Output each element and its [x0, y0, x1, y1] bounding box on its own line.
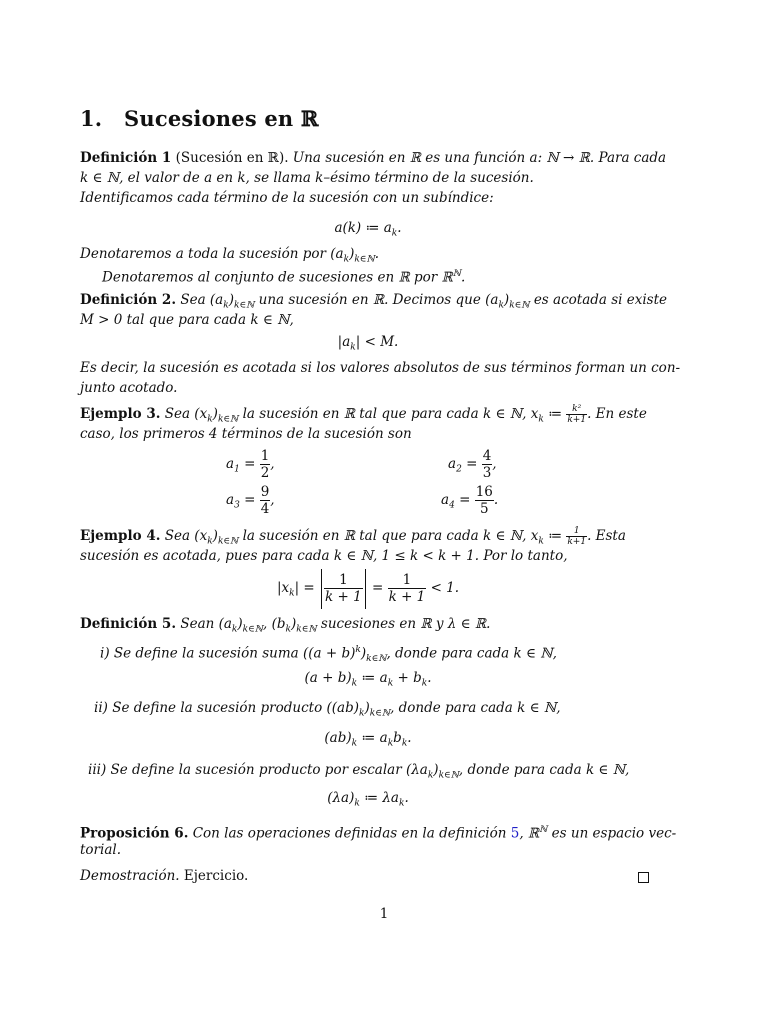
def1-line2: k ∈ ℕ, el valor de a en k, se llama k–ésimo término de la sucesión. — [80, 170, 534, 186]
prop6-line2: torial. — [80, 842, 121, 858]
qed-square-icon — [638, 872, 649, 883]
def5-item-iii: iii) Se define la sucesión producto por escalar $(\lambda a_k)_{k\in ℕ}$, donde para cada k ∈ ℕ, — [88, 762, 630, 781]
def5-item-ii-equation: $(ab)_k$ ≔ $a_kb_k$. — [324, 730, 412, 749]
ej3-line2: caso, los primeros 4 términos de la sucesión son — [80, 426, 412, 442]
def5-line1: Definición 5. Sean $(a_k)_{k\in ℕ}$, $(b_k)_{k\in ℕ}$ sucesiones en ℝ y λ ∈ ℝ. — [80, 616, 491, 635]
ej3-term-a4: $a_4$ = $\frac{16}{5}$ . — [441, 484, 499, 517]
def2-equation: $|a_k| < M$. — [337, 334, 399, 353]
def5-item-i-equation: $(a + b)_k$ ≔ $a_k + b_k$. — [304, 670, 432, 689]
ej3-term-a1: $a_1$ = $\frac{1}{2}$ , — [226, 448, 275, 481]
ej3-term-a2: $a_2$ = $\frac{4}{3}$ , — [448, 448, 497, 481]
def1-equation: a(k) ≔ $a_k$. — [334, 220, 402, 239]
ej4-line2: sucesión es acotada, pues para cada k ∈ ℕ, 1 ≤ k < k + 1. Por lo tanto, — [80, 548, 568, 564]
prop6-line1: Proposición 6. Con las operaciones definidas en la definición 5, ℝ$^ℕ$ es un espacio vec- — [80, 825, 677, 842]
ej4-line1: Ejemplo 4. Sea $(x_k)_{k\in ℕ}$ la sucesión en ℝ tal que para cada k ∈ ℕ, $x_k$ ≔ $\frac{1}{k+1}$ . Esta — [80, 526, 626, 547]
def5-item-i: i) Se define la sucesión suma $((a + b)^k)_{k\in ℕ}$, donde para cada k ∈ ℕ, — [100, 645, 557, 665]
definition-link[interactable]: 5 — [510, 825, 520, 842]
def1-line5: Denotaremos al conjunto de sucesiones en ℝ por ℝ$^ℕ$. — [102, 269, 466, 286]
def1-line4: Denotaremos a toda la sucesión por $(a_k)_{k\in ℕ}$. — [80, 246, 379, 265]
ej4-equation: $|x_k|$ = $\frac{1}{k + 1}$ = $\frac{1}{k + 1}$ < 1. — [80, 568, 656, 608]
section-heading: 1. Sucesiones en ℝ — [80, 106, 319, 131]
def5-item-iii-equation: $(\lambda a)_k$ ≔ $\lambda a_k$. — [327, 790, 409, 809]
def2-line4: junto acotado. — [80, 380, 178, 396]
def1-line1: Definición 1 (Sucesión en ℝ). Una sucesión en ℝ es una función a: ℕ → ℝ. Para cada — [80, 150, 667, 166]
def2-line3: Es decir, la sucesión es acotada si los valores absolutos de sus términos forman un con- — [80, 360, 681, 376]
page-number: 1 — [379, 906, 389, 922]
ej3-term-a3: $a_3$ = $\frac{9}{4}$ , — [226, 484, 275, 517]
def2-line1: Definición 2. Sea $(a_k)_{k\in ℕ}$ una sucesión en ℝ. Decimos que $(a_k)_{k\in ℕ}$ es acotada si existe — [80, 292, 668, 311]
def1-line3: Identificamos cada término de la sucesión con un subíndice: — [80, 190, 494, 206]
proof-line: Demostración. Ejercicio. — [80, 868, 249, 884]
def5-item-ii: ii) Se define la sucesión producto $((ab)_k)_{k\in ℕ}$, donde para cada k ∈ ℕ, — [94, 700, 561, 719]
ej3-line1: Ejemplo 3. Sea $(x_k)_{k\in ℕ}$ la sucesión en ℝ tal que para cada k ∈ ℕ, $x_k$ ≔ $\frac{\text{k²}}{k+1}$ . En este — [80, 404, 647, 425]
def2-line2: M > 0 tal que para cada k ∈ ℕ, — [80, 312, 294, 328]
